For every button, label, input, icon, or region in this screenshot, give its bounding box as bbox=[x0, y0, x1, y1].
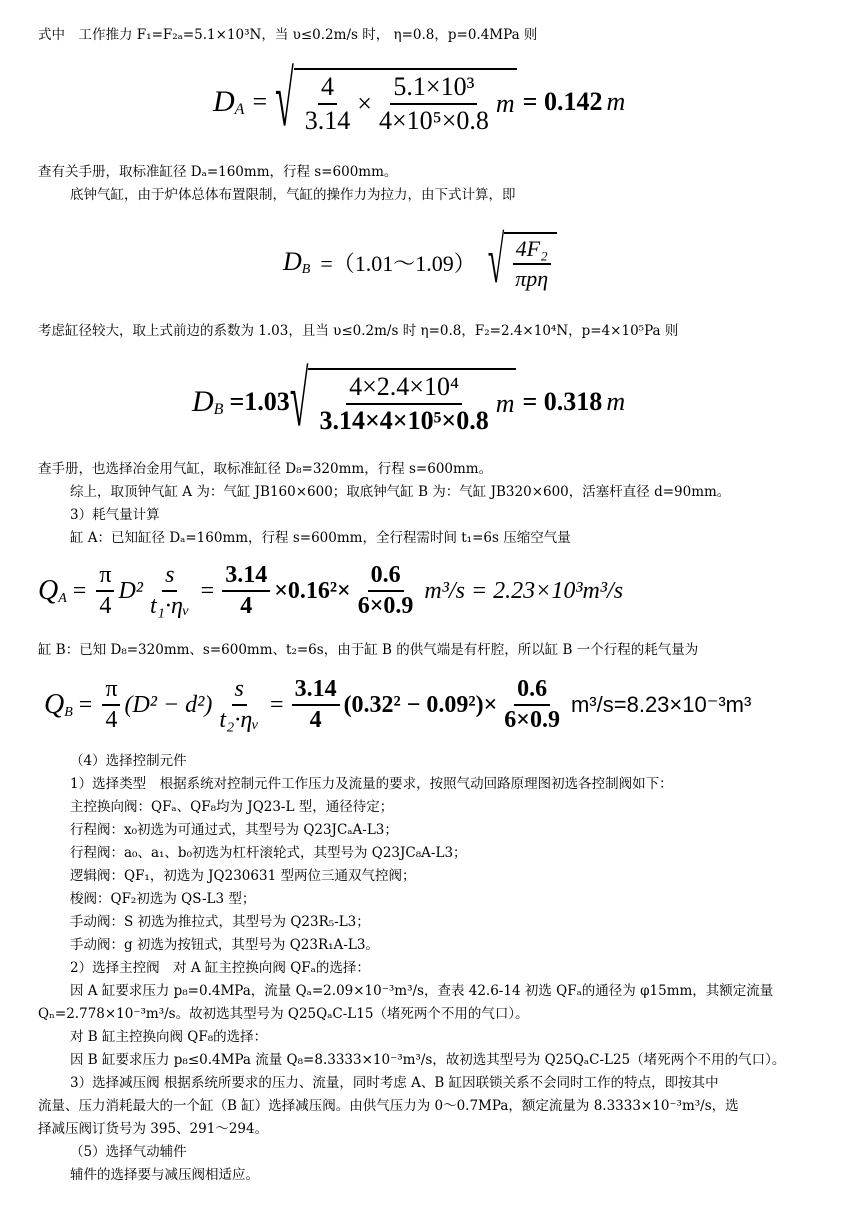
eq-lhs: D bbox=[192, 385, 214, 418]
eq-frac-den: 3.14 bbox=[304, 106, 351, 135]
equation-db: D $_B$ =1.03 √ $\frac{\text{4×2.4×10⁴}}{\text{3.14×4×10⁵×0.8}}$ m = 0.318 m bbox=[192, 358, 626, 444]
text-line: 缸 A：已知缸径 Dₐ=160mm，行程 s=600mm，全行程需时间 t₁=6s 压缩空气量 bbox=[70, 530, 571, 546]
text-line: 择减压阀订货号为 395、291～294。 bbox=[38, 1121, 269, 1137]
text-line: 辅件的选择要与减压阀相适应。 bbox=[70, 1167, 259, 1183]
text-line: 2）选择主控阀 对 A 缸主控换向阀 QFₐ的选择： bbox=[70, 960, 370, 976]
eq-frac-num: π bbox=[102, 676, 120, 706]
eq-frac-num: 3.14 bbox=[222, 562, 270, 592]
eq-frac-den: 4×10⁵×0.8 bbox=[378, 106, 489, 135]
equation-db-general: D $_B$ =（1.01～1.09） √ $\frac{\text{4F₂}}{\text{πpη}}$ bbox=[283, 224, 557, 300]
equation-da: D $_A$ = √ $\frac{4}{3.14}$ × $\frac{\text{5.1×10³}}{\text{4×10⁵×0.8}}$ m = 0.142 m bbox=[213, 58, 626, 144]
eq-frac-num: 4×2.4×10⁴ bbox=[346, 372, 462, 405]
text-line: 行程阀：a₀、a₁、b₀初选为杠杆滚轮式，其型号为 Q23JC₈A-L3； bbox=[70, 845, 467, 861]
eq-tail: m³/s = 2.23×10³m³/s bbox=[424, 577, 624, 604]
text-line: 手动阀：g 初选为按钮式，其型号为 Q23R₁A-L3。 bbox=[70, 937, 379, 953]
eq-term: (D² − d²) bbox=[124, 691, 213, 718]
eq-frac-num: s bbox=[232, 676, 247, 706]
eq-term: ×0.16²× bbox=[274, 577, 351, 604]
eq-frac-den: 6×0.9 bbox=[504, 707, 560, 733]
text-line: 考虑缸径较大，取上式前边的系数为 1.03，且当 υ≤0.2m/s 时 η=0.8，F₂=2.4×10⁴N，p=4×10⁵Pa 则 bbox=[38, 323, 679, 339]
eq-result: = 0.318 bbox=[522, 387, 603, 416]
eq-frac-num: 3.14 bbox=[292, 676, 340, 706]
eq-frac-num: π bbox=[96, 562, 114, 592]
text-line: 查有关手册，取标准缸径 Dₐ=160mm，行程 s=600mm。 bbox=[38, 164, 398, 180]
eq-lhs: Q bbox=[38, 575, 59, 606]
text-line: 1）选择类型 根据系统对控制元件工作压力及流量的要求，按照气动回路原理图初选各控制阀如下： bbox=[70, 776, 673, 792]
text-line: 查手册，也选择冶金用气缸，取标准缸径 D₈=320mm，行程 s=600mm。 bbox=[38, 461, 493, 477]
text-line: 行程阀：x₀初选为可通过式，其型号为 Q23JCₐA-L3； bbox=[70, 822, 398, 838]
eq-frac-num: 0.6 bbox=[514, 676, 550, 706]
eq-frac-den: πpη bbox=[515, 266, 549, 291]
text-line: 梭阀：QF₂初选为 QS-L3 型； bbox=[70, 891, 256, 907]
eq-term: (0.32² − 0.09²)× bbox=[343, 691, 498, 718]
eq-coef: =1.03 bbox=[229, 387, 290, 416]
eq-result: = 0.142 bbox=[522, 87, 603, 116]
eq-frac-den: 4 bbox=[309, 707, 322, 733]
text-line: 综上，取顶钟气缸 A 为：气缸 JB160×600；取底钟气缸 B 为：气缸 JB320×600，活塞杆直径 d=90mm。 bbox=[70, 484, 731, 500]
eq-frac-num: s bbox=[162, 562, 177, 592]
text-line: 因 A 缸要求压力 p₈=0.4MPa，流量 Qₐ=2.09×10⁻³m³/s，查表 42.6-14 初选 QFₐ的通径为 φ15mm，其额定流量 bbox=[70, 983, 774, 999]
section-heading: （4）选择控制元件 bbox=[70, 753, 187, 769]
eq-lhs: D bbox=[283, 247, 302, 276]
eq-unit: m bbox=[495, 89, 515, 118]
eq-frac-num: 5.1×10³ bbox=[390, 72, 477, 105]
eq-lhs: Q bbox=[44, 689, 65, 720]
eq-frac-den: 4 bbox=[99, 593, 112, 619]
eq-tail: m³/s=8.23×10⁻³m³ bbox=[570, 692, 752, 717]
eq-frac-den: t₁·ηᵥ bbox=[150, 593, 190, 619]
equation-qa: Q $_A$ = $\frac{\pi}{4}$ D² $\frac{s}{\text{t₁·ηᵥ}}$ = $\frac{3.14}{4}$ ×0.16²× $\frac{0.6}{6\times 0.9}$ m³/s = 2.23×10³m³/s bbox=[38, 562, 624, 619]
eq-frac-den: 3.14×4×10⁵×0.8 bbox=[319, 406, 489, 435]
eq-lhs: D bbox=[213, 85, 235, 118]
eq-term: D² bbox=[118, 577, 143, 604]
text-line: 对 B 缸主控换向阀 QF₈的选择： bbox=[70, 1029, 268, 1045]
eq-frac-num: 4F₂ bbox=[513, 236, 551, 265]
text-line: 流量、压力消耗最大的一个缸（B 缸）选择减压阀。由供气压力为 0～0.7MPa，额定流量为 8.3333×10⁻³m³/s，选 bbox=[38, 1098, 739, 1114]
eq-frac-den: 4 bbox=[240, 593, 253, 619]
eq-unit: m bbox=[495, 389, 515, 418]
eq-frac-num: 4 bbox=[318, 72, 337, 105]
text-line: 逻辑阀：QF₁，初选为 JQ230631 型两位三通双气控阀； bbox=[70, 868, 416, 884]
text-line: 缸 B：已知 D₈=320mm、s=600mm、t₂=6s，由于缸 B 的供气端是有杆腔，所以缸 B 一个行程的耗气量为 bbox=[38, 642, 699, 658]
text-line: 手动阀：S 初选为推拉式，其型号为 Q23R₅-L3； bbox=[70, 914, 370, 930]
eq-frac-num: 0.6 bbox=[368, 562, 404, 592]
text-line: 主控换向阀：QFₐ、QF₈均为 JQ23-L 型，通径待定； bbox=[70, 799, 394, 815]
eq-coef: =（1.01～1.09） bbox=[320, 250, 476, 276]
eq-result-unit: m bbox=[606, 87, 626, 116]
text-line: 式中 工作推力 F₁=F₂ₐ=5.1×10³N，当 υ≤0.2m/s 时， η=0.8，p=0.4MPa 则 bbox=[38, 27, 538, 43]
eq-frac-den: 6×0.9 bbox=[357, 593, 414, 619]
text-line: 3）耗气量计算 bbox=[70, 507, 160, 523]
equation-qb: Q $_B$ = $\frac{\pi}{4}$ (D² − d²) $\frac{s}{\text{t₂·ηᵥ}}$ = $\frac{3.14}{4}$ (0.32² − 0.09²)× $\frac{0.6}{6\times 0.9}$ m³/s=8.23×10⁻³m³ bbox=[44, 676, 752, 733]
section-heading: （5）选择气动辅件 bbox=[70, 1144, 187, 1160]
text-line: 3）选择减压阀 根据系统所要求的压力、流量，同时考虑 A、B 缸因联锁关系不会同时工作的特点，即按其中 bbox=[70, 1075, 719, 1091]
eq-result-unit: m bbox=[606, 387, 626, 416]
text-line: 因 B 缸要求压力 p₈≤0.4MPa 流量 Q₈=8.3333×10⁻³m³/s，故初选其型号为 Q25QₐC-L25（堵死两个不用的气口）。 bbox=[70, 1052, 786, 1068]
text-line: Qₙ=2.778×10⁻³m³/s。故初选其型号为 Q25QₐC-L15（堵死两个不用的气口）。 bbox=[38, 1006, 529, 1022]
eq-frac-den: 4 bbox=[105, 707, 118, 733]
eq-frac-den: t₂·ηᵥ bbox=[219, 707, 260, 733]
text-line: 底钟气缸，由于炉体总体布置限制，气缸的操作力为拉力，由下式计算，即 bbox=[70, 187, 516, 203]
